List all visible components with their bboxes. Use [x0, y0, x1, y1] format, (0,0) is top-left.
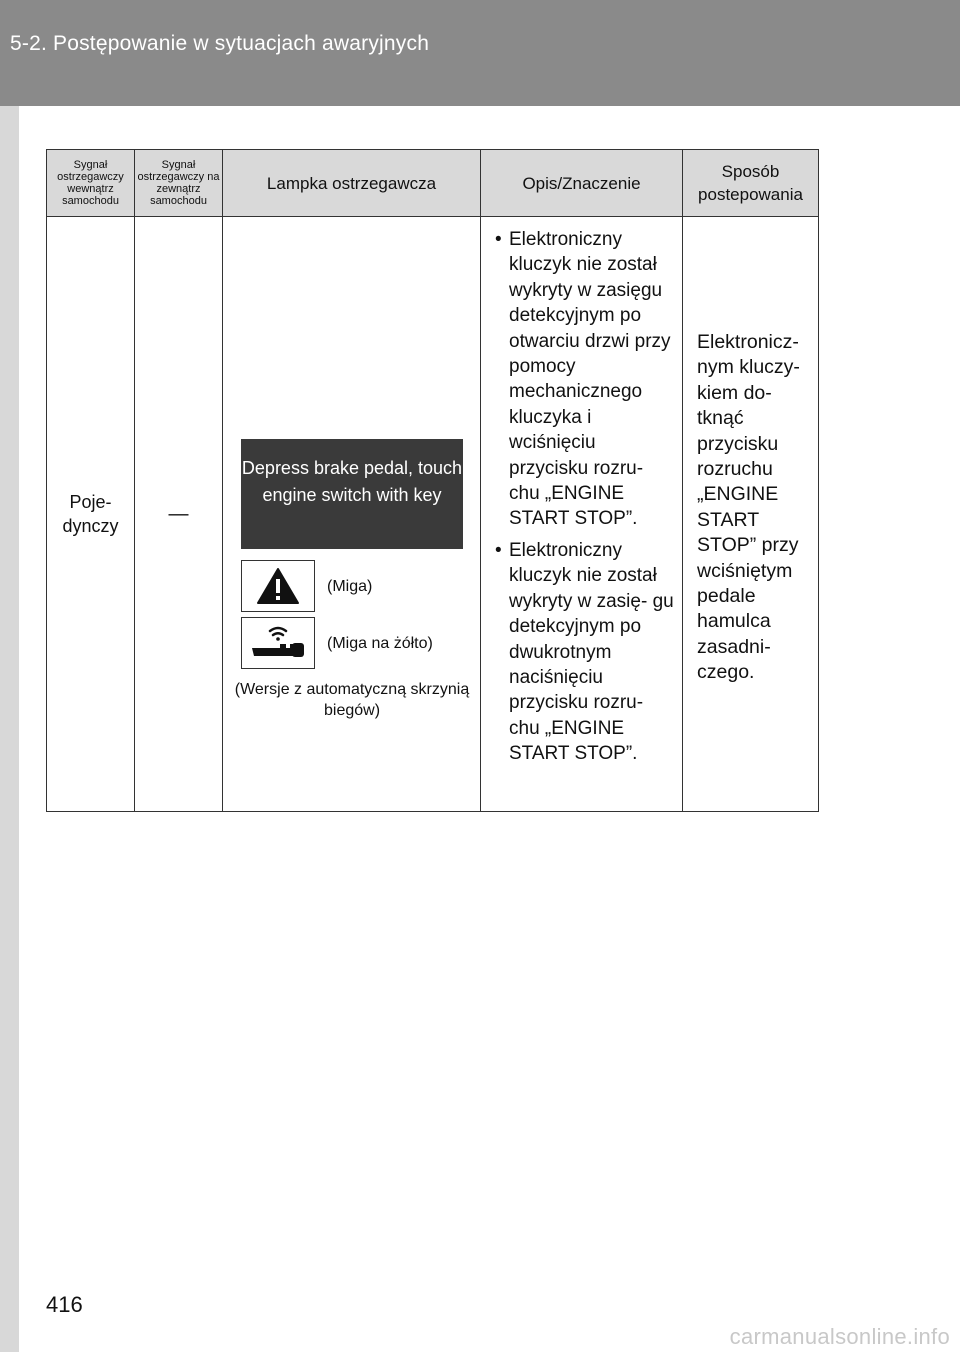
inside-signal-value: Poje- dynczy — [47, 217, 135, 812]
action-cell — [683, 217, 819, 812]
list-item: • Elektroniczny kluczyk nie został wykryty w zasię- gu detekcyjnym po dwukrotnym naciśnięciu przycisku rozru- chu „ENGINE START STOP”. — [509, 538, 674, 767]
col-action: Sposób postepowania — [683, 150, 819, 217]
icon-label-blinks-yellow: (Miga na żółto) — [327, 635, 433, 652]
col-description: Opis/Znaczenie — [481, 150, 683, 217]
warning-triangle-icon — [256, 566, 300, 606]
side-strip — [0, 106, 19, 1352]
warning-lamp-cell — [223, 217, 481, 812]
warning-table — [46, 149, 819, 812]
list-item: • Elektroniczny kluczyk nie został wykryty w zasięgu detekcyjnym po otwarciu drzwi przy pomocy mechanicznego kluczyka i wciśnięciu przycisku rozru- chu „ENGINE START STOP”. — [509, 227, 674, 532]
outside-signal-value: — — [135, 217, 223, 812]
smart-key-indicator — [241, 617, 315, 669]
watermark: carmanualsonline.info — [729, 1324, 950, 1349]
table-header-row — [47, 150, 819, 217]
description-list — [481, 217, 682, 767]
display-message: Depress brake pedal, touch engine switch with key — [241, 439, 463, 549]
master-warning-indicator — [241, 560, 315, 612]
icon-label-blinks: (Miga) — [327, 578, 373, 595]
smart-key-icon — [248, 622, 308, 664]
col-outside-signal: Sygnał ostrzegawczy na zewnątrz samochodu — [135, 150, 223, 217]
table-row — [47, 217, 819, 812]
header-band — [0, 0, 960, 106]
col-inside-signal: Sygnał ostrzegawczy wewnątrz samochodu — [47, 150, 135, 217]
page-number: 416 — [46, 1292, 83, 1317]
section-title: 5-2. Postępowanie w sytuacjach awaryjnych — [10, 32, 430, 55]
action-text: Elektronicz- nym kluczy- kiem do- tknąć przycisku rozruchu „ENGINE START STOP” przy wciśniętym pedale hamulca zasadni- czego. — [697, 331, 800, 684]
version-note: (Wersje z automatyczną skrzynią biegów) — [234, 681, 470, 719]
col-warning-lamp: Lampka ostrzegawcza — [223, 150, 481, 217]
description-cell — [481, 217, 683, 812]
